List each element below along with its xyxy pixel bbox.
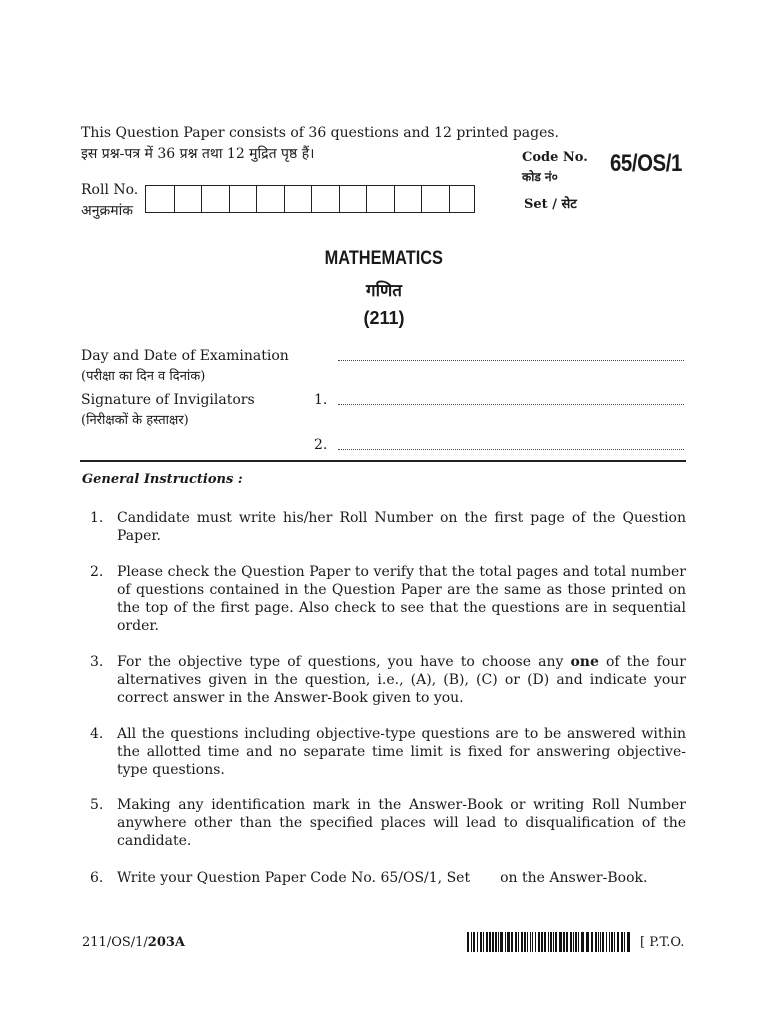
pages-info: This Question Paper consists of 36 questions and 12 printed pages. xyxy=(81,125,560,141)
pages-info-hindi: इस प्रश्न-पत्र में 36 प्रश्न तथा 12 मुद्रित पृष्ठ हैं। xyxy=(81,146,315,162)
instruction-text: Write your Question Paper Code No. 65/OS/1, Set on the Answer-Book. xyxy=(117,870,648,886)
exam-date-field[interactable] xyxy=(338,360,684,361)
roll-number-cell-divider xyxy=(174,186,175,212)
roll-number-cell-divider xyxy=(394,186,395,212)
instruction-text: Candidate must write his/her Roll Number on the first page of the Question Paper. xyxy=(117,510,686,544)
footer-code: 211/OS/1/203A xyxy=(82,935,186,950)
roll-number-cell-divider xyxy=(366,186,367,212)
roll-number-cell-divider xyxy=(449,186,450,212)
signature-label: Signature of Invigilators xyxy=(81,392,255,408)
subject-title: MATHEMATICS xyxy=(324,248,444,269)
roll-number-cell-divider xyxy=(284,186,285,212)
roll-number-cell-divider xyxy=(421,186,422,212)
roll-label: Roll No. xyxy=(81,182,139,198)
subject-code: (211) xyxy=(363,308,405,328)
instruction-item xyxy=(80,509,686,545)
instruction-text: For the objective type of questions, you have to choose any one of the four alternatives given in the question, i.e., (A), (B), (C) or (D) and indicate your correct answer in the Answer-Book given to you. xyxy=(117,654,686,706)
instruction-number: 1. xyxy=(90,510,104,526)
code-label: Code No. xyxy=(522,150,588,165)
instruction-item xyxy=(80,796,686,850)
instruction-text: Please check the Question Paper to verify that the total pages and total number of questions contained in the Question Paper are the same as those printed on the top of the first page. Also check to see that the questions are in sequential order. xyxy=(117,564,686,634)
roll-label-hindi: अनुक्रमांक xyxy=(81,203,133,219)
instruction-item xyxy=(80,725,686,779)
divider-rule xyxy=(80,460,686,462)
instruction-item xyxy=(80,869,686,887)
exam-date-label: Day and Date of Examination xyxy=(81,348,289,364)
set-label: Set / सेट xyxy=(524,197,577,212)
roll-number-boxes[interactable] xyxy=(145,185,475,213)
signature-label-hindi: (निरीक्षकों के हस्ताक्षर) xyxy=(81,413,189,428)
code-value: 65/OS/1 xyxy=(610,150,682,177)
barcode-image xyxy=(467,932,631,952)
signature-2-number: 2. xyxy=(314,437,328,453)
roll-number-cell-divider xyxy=(229,186,230,212)
instruction-number: 5. xyxy=(90,797,104,813)
roll-number-cell-divider xyxy=(311,186,312,212)
roll-number-cell-divider xyxy=(201,186,202,212)
instruction-number: 6. xyxy=(90,870,104,886)
code-label-hindi: कोड नं० xyxy=(522,170,558,184)
roll-number-cell-divider xyxy=(256,186,257,212)
instruction-text: Making any identification mark in the Answer-Book or writing Roll Number anywhere other than the specified places will lead to disqualification of the candidate. xyxy=(117,797,686,849)
instruction-text: All the questions including objective-type questions are to be answered within the allotted time and no separate time limit is fixed for answering objective-type questions. xyxy=(117,726,686,778)
roll-number-cell-divider xyxy=(339,186,340,212)
signature-1-field[interactable] xyxy=(338,404,684,405)
subject-title-hindi: गणित xyxy=(366,281,402,301)
instruction-number: 2. xyxy=(90,564,104,580)
instruction-item xyxy=(80,653,686,707)
instructions-heading: General Instructions : xyxy=(82,472,243,487)
exam-date-label-hindi: (परीक्षा का दिन व दिनांक) xyxy=(81,369,206,384)
pto-label: [ P.T.O. xyxy=(640,935,685,950)
instruction-item xyxy=(80,563,686,635)
signature-2-field[interactable] xyxy=(338,449,684,450)
instruction-number: 3. xyxy=(90,654,104,670)
instruction-number: 4. xyxy=(90,726,104,742)
signature-1-number: 1. xyxy=(314,392,328,408)
